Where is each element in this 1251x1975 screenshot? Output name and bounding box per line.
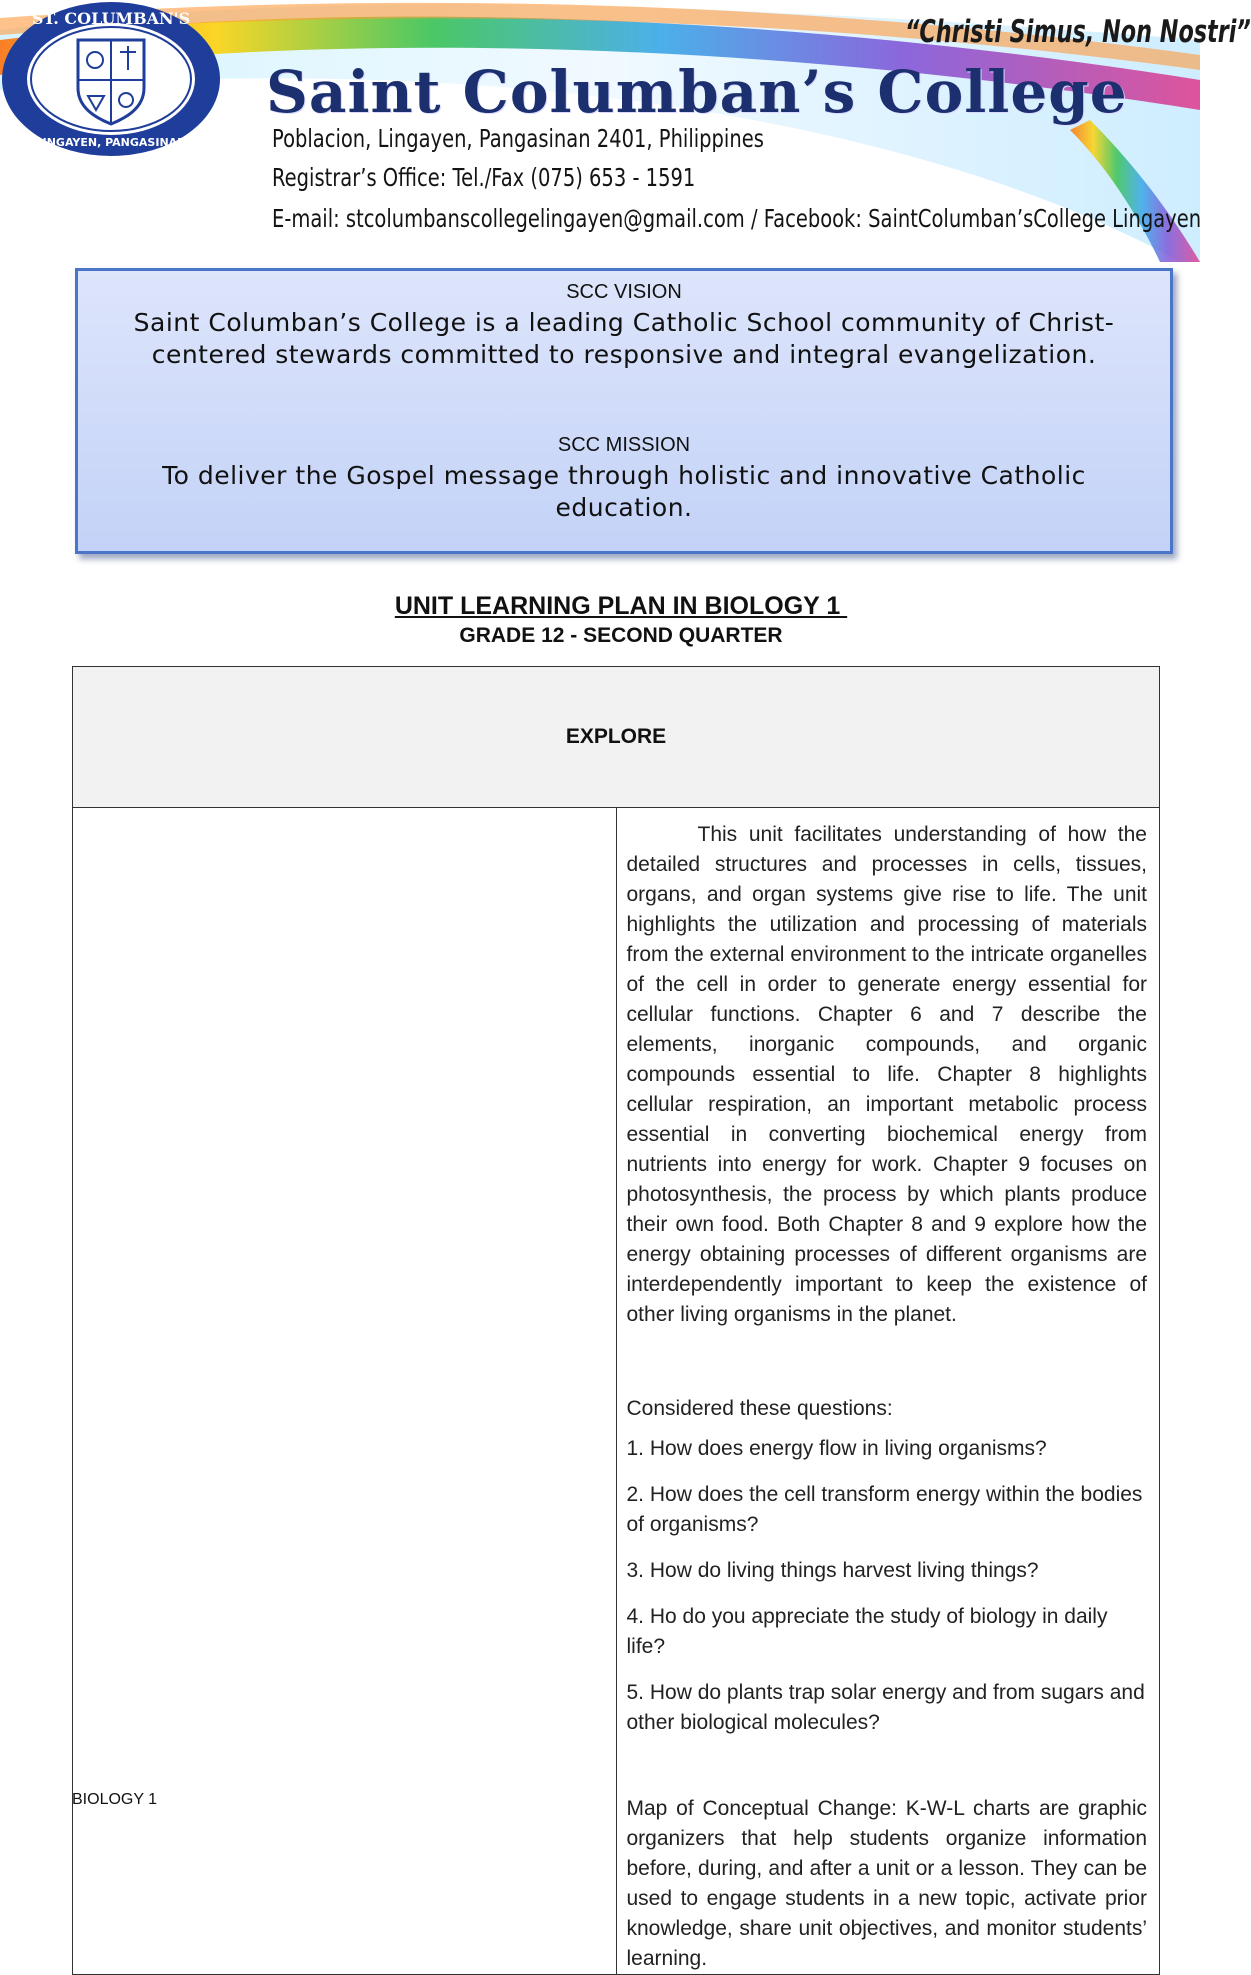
question-item: 2. How does the cell transform energy within the bodies of organisms? [626,1483,1143,1536]
question-item: 4. Ho do you appreciate the study of biology in daily life? [626,1605,1108,1658]
college-seal-logo [0,0,222,158]
email-facebook-contact: E-mail: stcolumbanscollegelingayen@gmail.com / Facebook: SaintColumban’sCollege Lingayen [272,204,1202,233]
unit-plan-table [72,666,1160,1975]
svg-text:ST. COLUMBAN'S: ST. COLUMBAN'S [31,9,191,28]
vision-heading: SCC VISION [566,281,682,303]
college-name: Saint Columban’s College [266,58,1128,126]
svg-text:LINGAYEN, PANGASINAN: LINGAYEN, PANGASINAN [35,136,187,149]
questions-intro: Considered these questions: [626,1397,893,1420]
college-address: Poblacion, Lingayen, Pangasinan 2401, Philippines [272,124,764,153]
question-item: 1. How does energy flow in living organisms? [626,1437,1047,1460]
kwl-chart-paragraph: Map of Conceptual Change: K-W-L charts are graphic organizers that help students organize information before, during, and after a unit or a lesson. They can be used to engage students in a new topic, activate prior knowledge, share unit objectives, and monitor students’ learning. [626,1797,1147,1970]
mission-heading: SCC MISSION [557,434,691,456]
explore-header-row [73,667,1160,808]
registrar-contact: Registrar’s Office: Tel./Fax (075) 653 - 1591 [272,163,696,192]
plan-title: UNIT LEARNING PLAN IN BIOLOGY 1 [394,592,848,620]
mission-text: To deliver the Gospel message through holistic and innovative Catholic education. [162,461,1086,522]
explore-label: EXPLORE [73,667,1160,808]
unit-overview-paragraph: This unit facilitates understanding of how the detailed structures and processes in cells, tissues, organs, and organ systems give rise to life. The unit highlights the utilization and processing of materials from the external environment to the intricate organelles of the cell in order to generate energy essential for cellular functions. Chapter 6 and 7 describe the elements, inorganic compounds, and organic compounds essential to life. Chapter 8 highlights cellular respiration, an important metabolic process essential in converting biochemical energy from nutrients into energy for work. Chapter 9 focuses on photosynthesis, the process by which plants produce their own food. Both Chapter 8 and 9 explore how the energy obtaining processes of different organisms are interdependently important to keep the existence of other living organisms in the planet. [626,823,1147,1326]
question-item: 5. How do plants trap solar energy and from sugars and other biological molecules? [626,1681,1145,1734]
header-banner [0,0,1251,262]
explore-content-cell [616,808,1160,1975]
vision-text: Saint Columban’s College is a leading Catholic School community of Christ-centered stewards committed to responsive and integral evangelization. [133,308,1115,369]
vision-mission-box [75,268,1173,554]
page-footer-label: BIOLOGY 1 [72,1791,158,1808]
question-item: 3. How do living things harvest living things? [626,1559,1039,1582]
plan-subtitle: GRADE 12 - SECOND QUARTER [459,624,783,647]
college-motto: “Christi Simus, Non Nostri” [905,14,1251,50]
explore-content-row [73,808,1160,1975]
